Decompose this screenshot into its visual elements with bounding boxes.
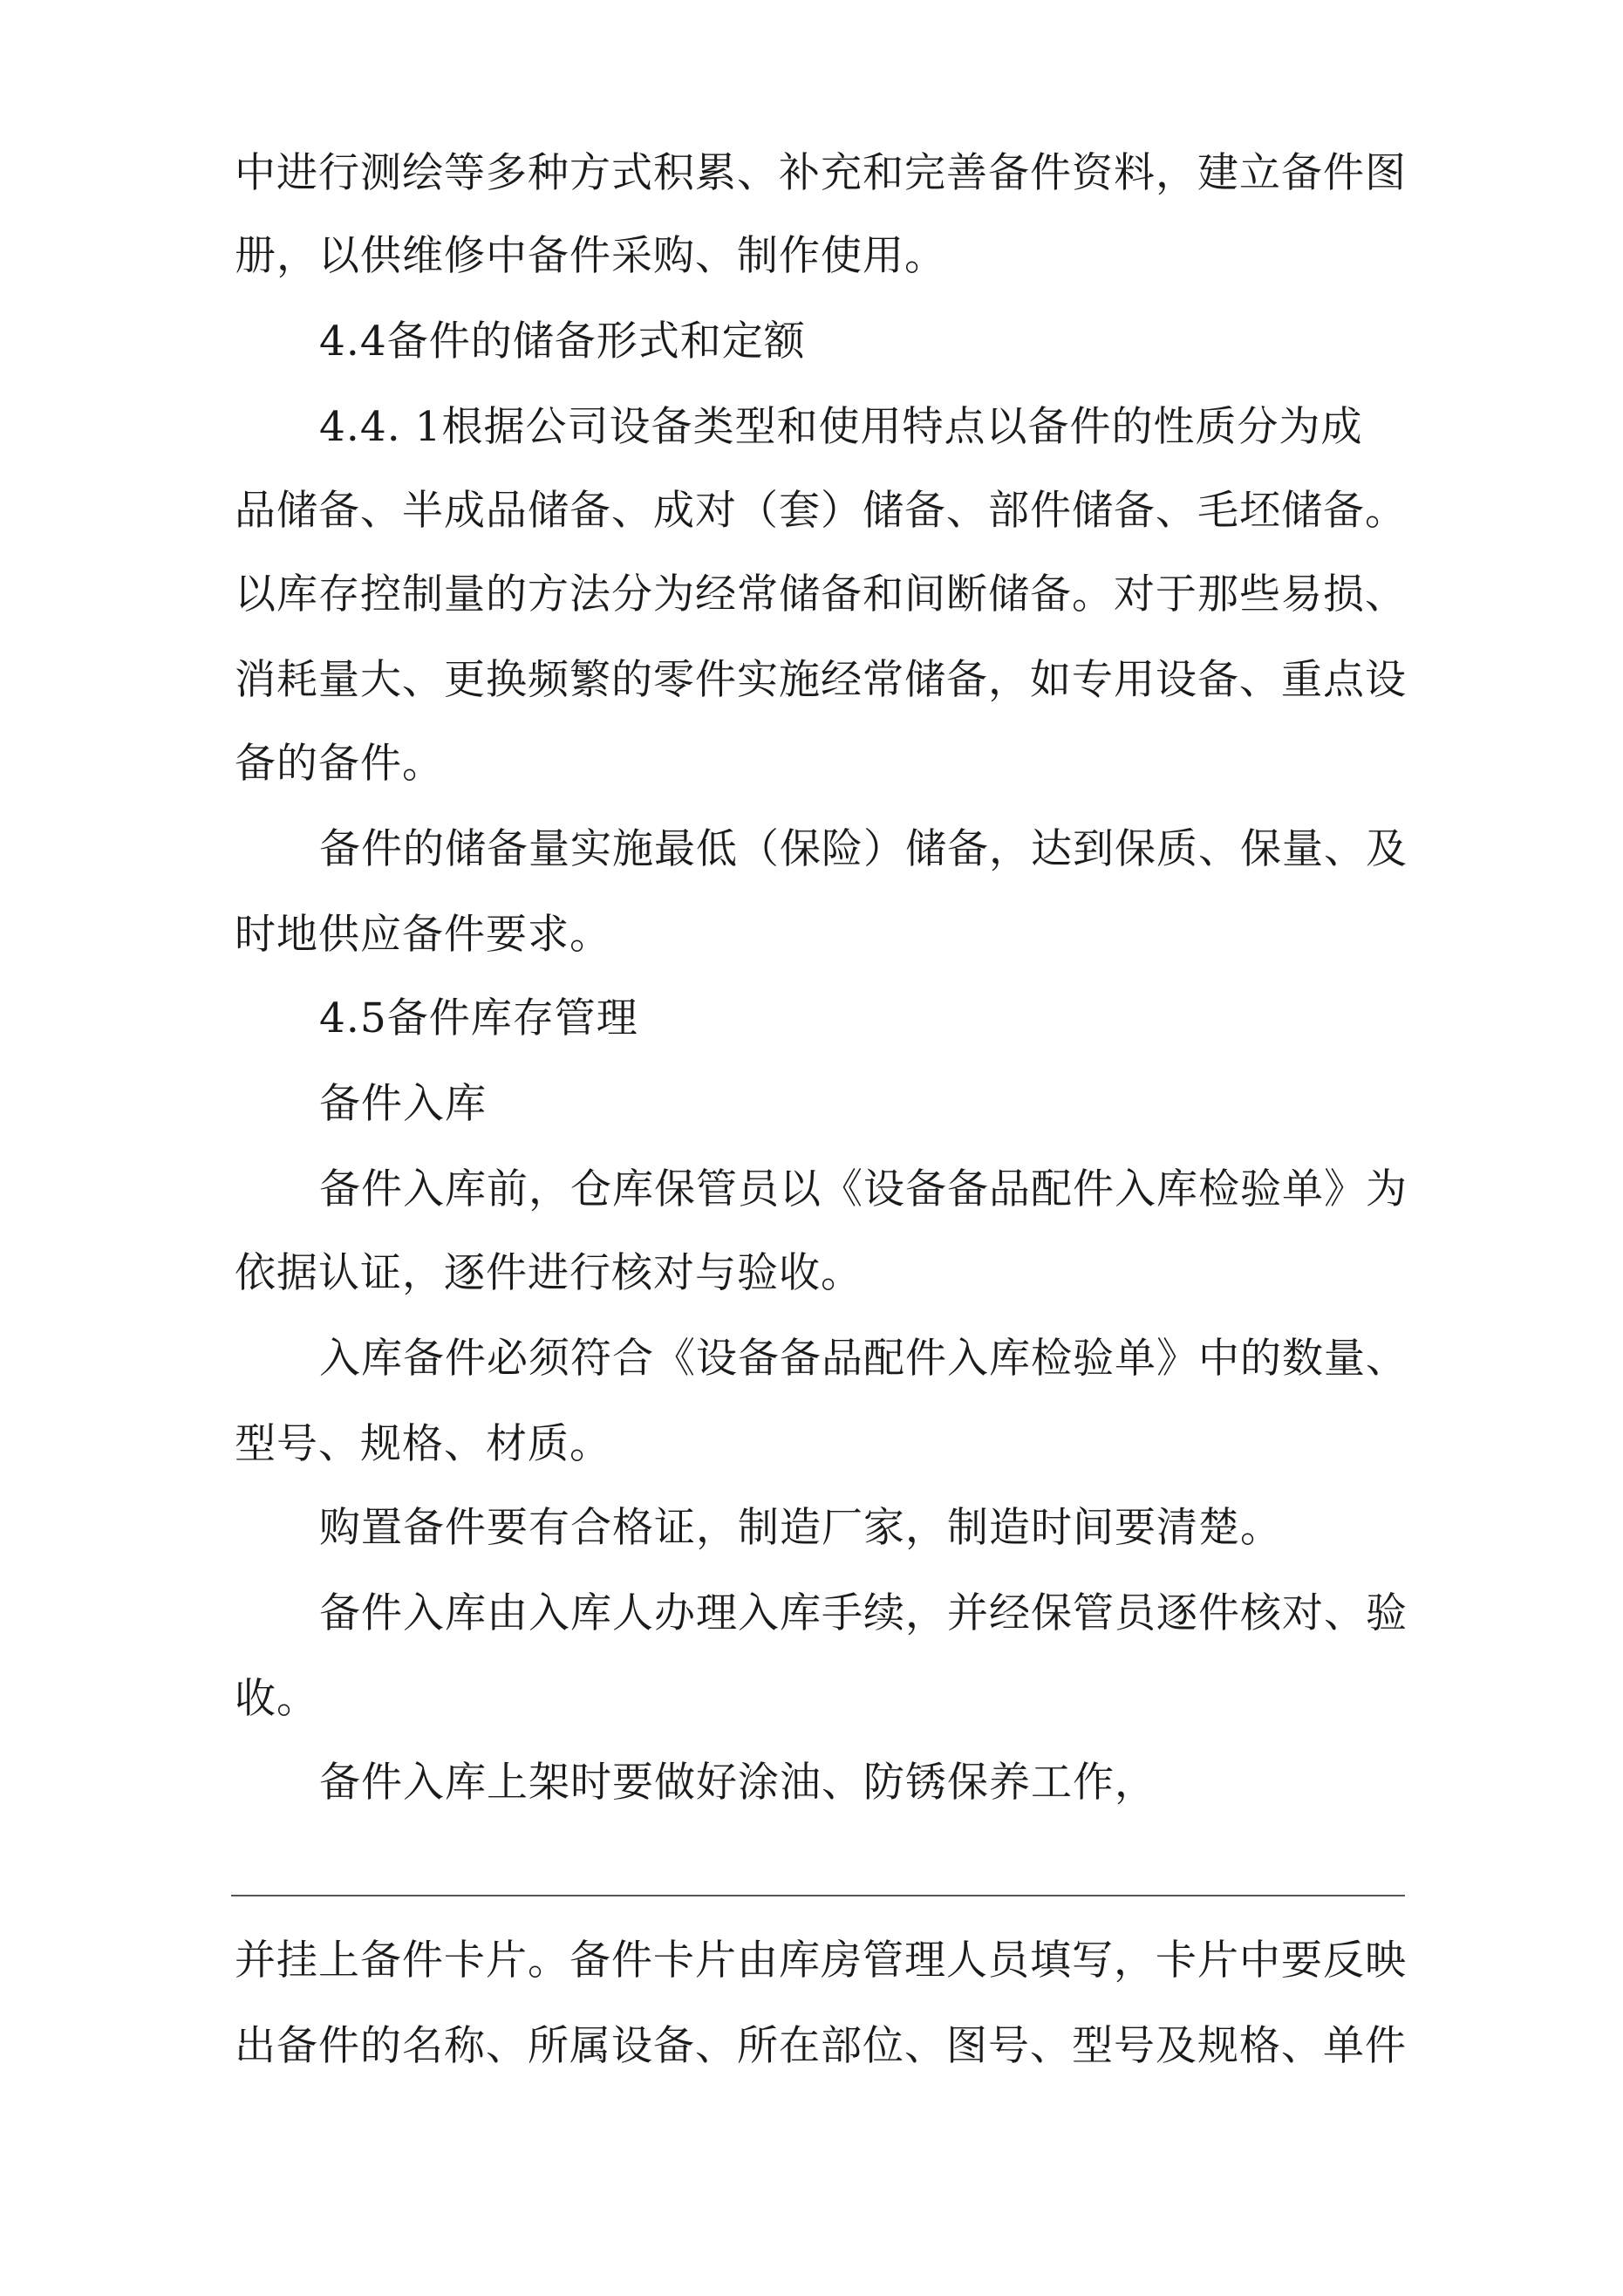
- body-text-line: 型号、规格、材质。: [235, 1420, 611, 1468]
- body-text-line: 出备件的名称、所属设备、所在部位、图号、型号及规格、单件: [235, 2022, 1407, 2070]
- body-text-line: 4.4. 1根据公司设备类型和使用特点以备件的性质分为成: [319, 403, 1363, 451]
- page-divider: [231, 1895, 1405, 1896]
- body-text-line: 收。: [235, 1675, 318, 1723]
- body-text-line: 备件的储备量实施最低（保险）储备，达到保质、保量、及: [319, 825, 1408, 873]
- body-text-line: 入库备件必须符合《设备备品配件入库检验单》中的数量、: [319, 1335, 1408, 1383]
- section-heading: 4.4备件的储备形式和定额: [319, 318, 806, 366]
- body-text-line: 购置备件要有合格证，制造厂家，制造时间要清楚。: [319, 1504, 1282, 1552]
- body-text-line: 备件入库上架时要做好涂油、防锈保养工作，: [319, 1759, 1156, 1807]
- subsection-heading: 备件入库: [319, 1080, 487, 1128]
- body-text-line: 品储备、半成品储备、成对（套）储备、部件储备、毛坯储备。: [235, 487, 1407, 535]
- body-text-line: 备件入库前，仓库保管员以《设备备品配件入库检验单》为: [319, 1165, 1408, 1213]
- body-text-line: 时地供应备件要求。: [235, 911, 611, 959]
- body-text-line: 依据认证，逐件进行核对与验收。: [235, 1249, 863, 1297]
- body-text-line: 备件入库由入库人办理入库手续，并经保管员逐件核对、验: [319, 1589, 1408, 1637]
- body-text-line: 中进行测绘等多种方式积累、补充和完善备件资料，建立备件图: [235, 149, 1407, 197]
- body-text-line: 并挂上备件卡片。备件卡片由库房管理人员填写，卡片中要反映: [235, 1937, 1407, 1985]
- body-text-line: 备的备件。: [235, 740, 444, 788]
- body-text-line: 册，以供维修中备件采购、制作使用。: [235, 232, 946, 280]
- section-heading: 4.5备件库存管理: [319, 994, 638, 1042]
- body-text-line: 消耗量大、更换频繁的零件实施经常储备，如专用设备、重点设: [235, 656, 1407, 704]
- body-text-line: 以库存控制量的方法分为经常储备和间断储备。对于那些易损、: [235, 571, 1407, 618]
